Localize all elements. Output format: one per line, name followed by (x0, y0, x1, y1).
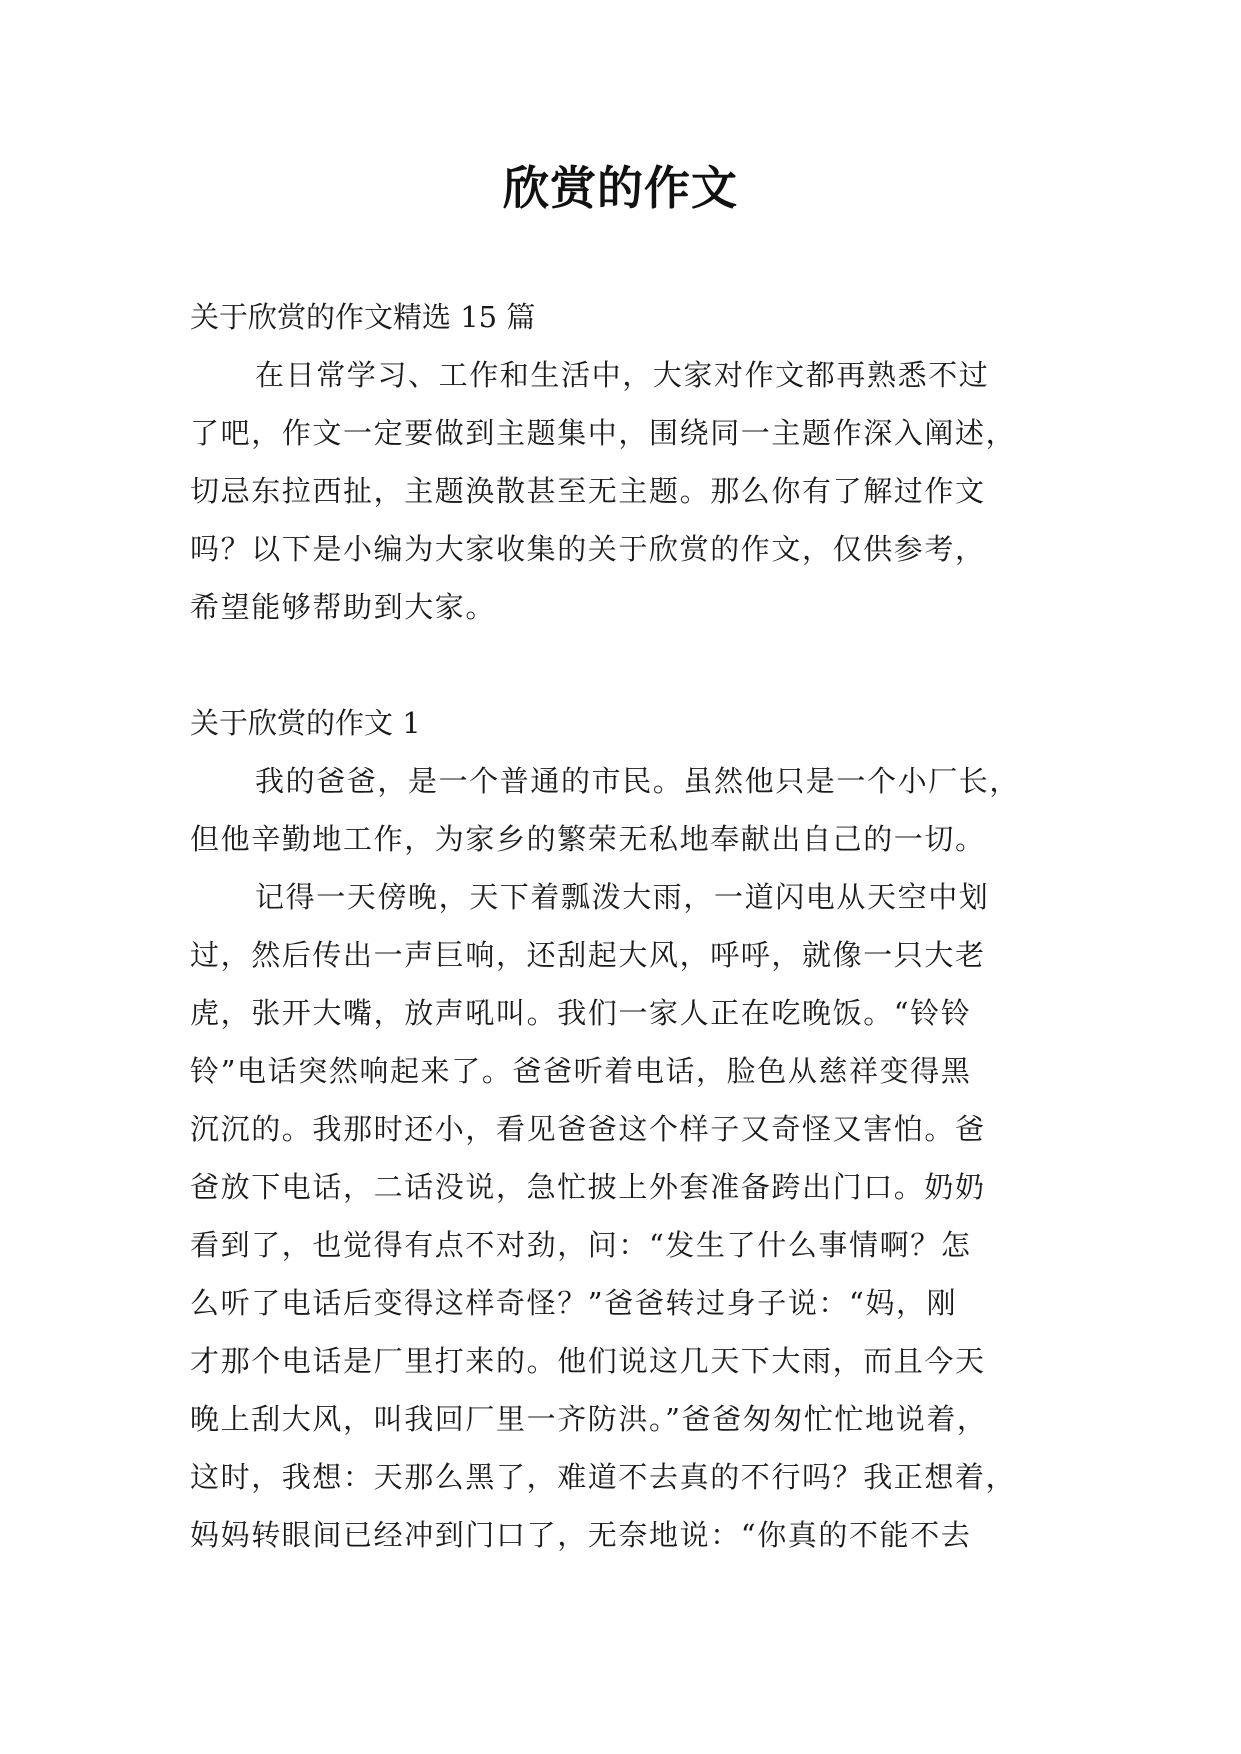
text-line: 但他辛勤地工作，为家乡的繁荣无私地奉献出自己的一切。 (190, 822, 986, 856)
text-line: 妈妈转眼间已经冲到门口了，无奈地说：“你真的不能不去 (190, 1518, 972, 1552)
text-line: 切忌东拉西扯，主题涣散甚至无主题。那么你有了解过作文 (190, 474, 986, 508)
body-paragraph-2 (190, 868, 1060, 1564)
section-heading: 关于欣赏的作文 1 (190, 706, 421, 740)
text-line: 我的爸爸，是一个普通的市民。虽然他只是一个小厂长， (255, 764, 1021, 798)
body-paragraph-1 (190, 752, 1060, 868)
text-line: 记得一天傍晚，天下着瓢泼大雨，一道闪电从天空中划 (255, 880, 990, 914)
text-line: 爸放下电话，二话没说，急忙披上外套准备跨出门口。奶奶 (190, 1170, 986, 1204)
intro-paragraph (190, 346, 1060, 636)
text-line: 看到了，也觉得有点不对劲，问：“发生了什么事情啊？怎 (190, 1228, 972, 1262)
text-line: 才那个电话是厂里打来的。他们说这几天下大雨，而且今天 (190, 1344, 986, 1378)
text-line: 晚上刮大风，叫我回厂里一齐防洪。”爸爸匆匆忙忙地说着， (190, 1402, 988, 1436)
text-line: 虎，张开大嘴，放声吼叫。我们一家人正在吃晚饭。“铃铃 (190, 996, 972, 1030)
subtitle: 关于欣赏的作文精选 15 篇 (190, 300, 536, 334)
text-line: 么听了电话后变得这样奇怪？”爸爸转过身子说：“妈，刚 (190, 1286, 958, 1320)
document-title: 欣赏的作文 (503, 161, 738, 215)
text-line: 沉沉的。我那时还小，看见爸爸这个样子又奇怪又害怕。爸 (190, 1112, 986, 1146)
text-line: 吗？以下是小编为大家收集的关于欣赏的作文，仅供参考， (190, 532, 986, 566)
text-line: 过，然后传出一声巨响，还刮起大风，呼呼，就像一只大老 (190, 938, 986, 972)
paragraph-gap (190, 636, 1060, 694)
document-body (190, 288, 1060, 1564)
text-line: 这时，我想：天那么黑了，难道不去真的不行吗？我正想着， (190, 1460, 1017, 1494)
text-line: 铃”电话突然响起来了。爸爸听着电话，脸色从慈祥变得黑 (190, 1054, 972, 1088)
text-line: 了吧，作文一定要做到主题集中，围绕同一主题作深入阐述， (190, 416, 1017, 450)
text-line: 希望能够帮助到大家。 (190, 590, 497, 624)
text-line: 在日常学习、工作和生活中，大家对作文都再熟悉不过 (255, 358, 990, 392)
